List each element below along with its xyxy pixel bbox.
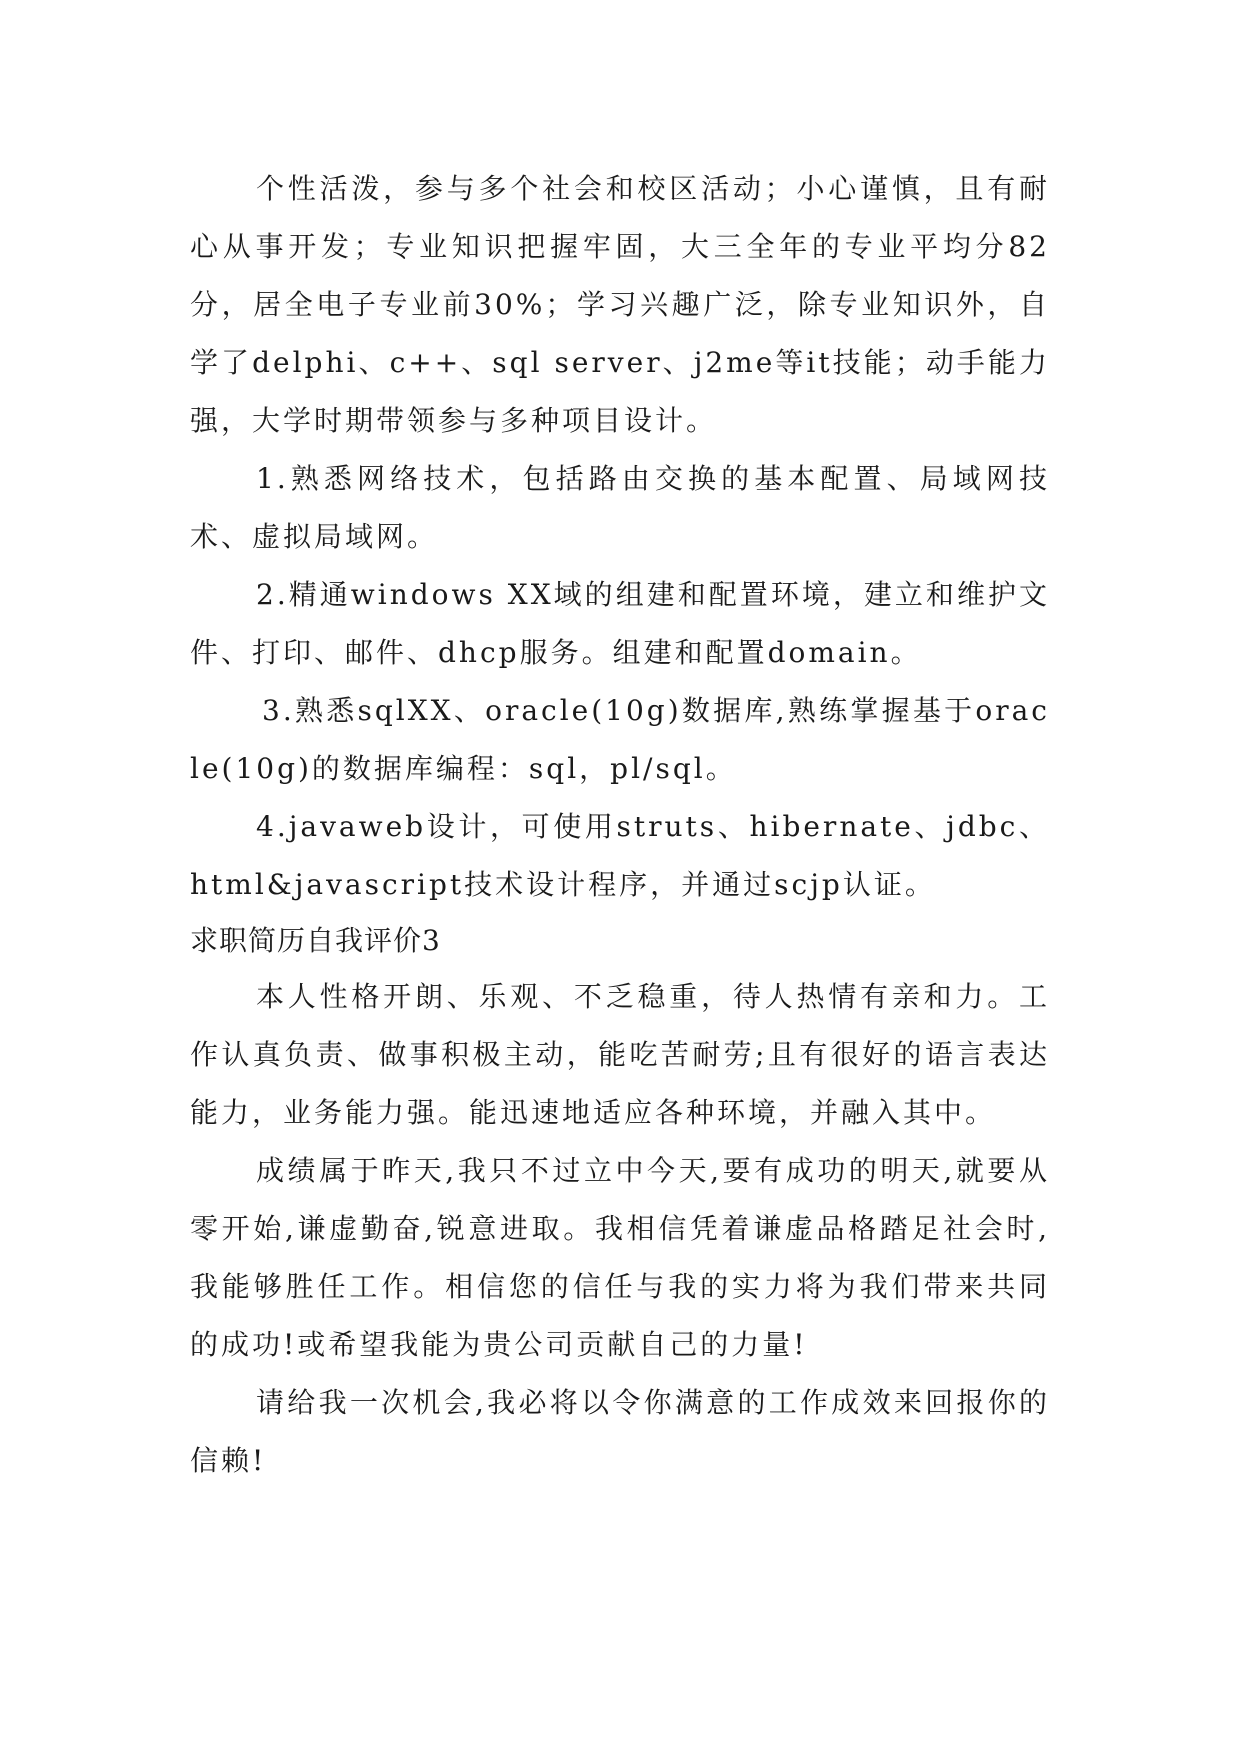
document-body: [190, 160, 1050, 1490]
section-heading: 求职简历自我评价3: [190, 924, 441, 957]
paragraph-skill-database: 3.熟悉sqlXX、oracle(10g)数据库,熟练掌握基于oracle(10g)的数据库编程：sql，pl/sql。: [190, 694, 1050, 785]
paragraph-character: 本人性格开朗、乐观、不乏稳重，待人热情有亲和力。工作认真负责、做事积极主动，能吃苦耐劳;且有很好的语言表达能力，业务能力强。能迅速地适应各种环境，并融入其中。: [190, 980, 1050, 1129]
paragraph-personality: 个性活泼，参与多个社会和校区活动；小心谨慎，且有耐心从事开发；专业知识把握牢固，大三全年的专业平均分82分，居全电子专业前30%；学习兴趣广泛，除专业知识外，自学了delphi、c++、sql server、j2me等it技能；动手能力强，大学时期带领参与多种项目设计。: [190, 172, 1050, 437]
paragraph-skill-windows: 2.精通windows XX域的组建和配置环境，建立和维护文件、打印、邮件、dhcp服务。组建和配置domain。: [190, 578, 1050, 669]
paragraph-skill-javaweb: 4.javaweb设计，可使用struts、hibernate、jdbc、html&javascript技术设计程序，并通过scjp认证。: [190, 810, 1050, 901]
paragraph-closing: 请给我一次机会,我必将以令你满意的工作成效来回报你的信赖!: [190, 1386, 1050, 1477]
paragraph-skill-network: 1.熟悉网络技术，包括路由交换的基本配置、局域网技术、虚拟局域网。: [190, 462, 1050, 553]
paragraph-aspiration: 成绩属于昨天,我只不过立中今天,要有成功的明天,就要从零开始,谦虚勤奋,锐意进取。我相信凭着谦虚品格踏足社会时,我能够胜任工作。相信您的信任与我的实力将为我们带来共同的成功!或希望我能为贵公司贡献自己的力量!: [190, 1154, 1050, 1361]
